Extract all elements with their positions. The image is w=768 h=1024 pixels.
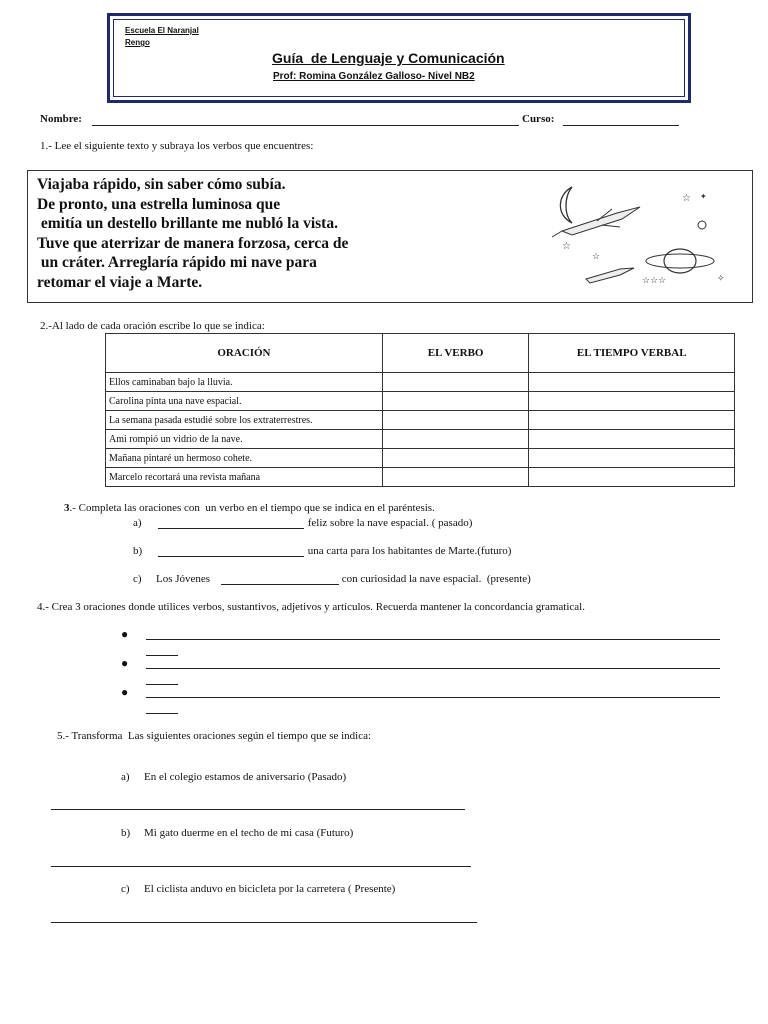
q3-text: .- Completa las oraciones con un verbo en el tiempo que se indica en el paréntesis.	[69, 502, 435, 514]
sentence-cell: Ellos caminaban bajo la lluvia.	[106, 373, 383, 392]
course-blank[interactable]	[563, 125, 679, 126]
q5-answer-line-c[interactable]	[51, 922, 477, 923]
q3-letter-a: a)	[133, 517, 142, 529]
table-row	[106, 468, 735, 487]
name-blank[interactable]	[92, 125, 519, 126]
q5-instruction: 5.- Transforma Las siguientes oraciones según el tiempo que se indica:	[57, 730, 372, 742]
school-name: Escuela El Naranjal	[125, 26, 199, 35]
q3-instruction	[64, 502, 435, 514]
svg-text:✧: ✧	[717, 273, 725, 283]
sentence-cell: Mañana pintaré un hermoso cohete.	[106, 449, 383, 468]
table-row	[106, 392, 735, 411]
q3-number: 3	[64, 502, 70, 514]
q1-instruction: 1.- Lee el siguiente texto y subraya los verbos que encuentres:	[40, 140, 314, 152]
verb-cell[interactable]	[382, 468, 529, 487]
verb-cell[interactable]	[382, 411, 529, 430]
q3-letter-c: c)	[133, 573, 142, 585]
q5-letter-c: c)	[121, 883, 130, 895]
tense-cell[interactable]	[529, 373, 735, 392]
q4-answer-line-2[interactable]	[146, 668, 720, 669]
verb-cell[interactable]	[382, 449, 529, 468]
bullet-icon: ●	[121, 685, 129, 699]
svg-text:☆: ☆	[562, 241, 571, 252]
reading-box	[27, 170, 753, 303]
header-verbo: EL VERBO	[382, 334, 529, 373]
svg-text:☆: ☆	[592, 251, 601, 261]
header-oracion: ORACIÓN	[106, 334, 383, 373]
sentence-cell: La semana pasada estudié sobre los extraterrestres.	[106, 411, 383, 430]
reading-text	[37, 175, 348, 293]
q4-answer-line-3b[interactable]	[146, 713, 178, 714]
bullet-icon: ●	[121, 627, 129, 641]
q2-instruction: 2.-Al lado de cada oración escribe lo que se indica:	[40, 320, 265, 332]
teacher-line: Prof: Romina González Galloso- Nivel NB2	[273, 71, 475, 82]
q4-answer-line-2b[interactable]	[146, 684, 178, 685]
verb-cell[interactable]	[382, 430, 529, 449]
reading-line: Tuve que aterrizar de manera forzosa, cerca de	[37, 234, 349, 252]
q3-blank-c[interactable]	[221, 584, 339, 585]
q5-answer-line-b[interactable]	[51, 866, 471, 867]
tense-cell[interactable]	[529, 468, 735, 487]
verb-cell[interactable]	[382, 392, 529, 411]
q5-text-b: Mi gato duerme en el techo de mi casa (Futuro)	[144, 827, 354, 839]
q3-text-a: feliz sobre la nave espacial. ( pasado)	[305, 517, 473, 529]
page-title: Guía de Lenguaje y Comunicación	[272, 50, 505, 66]
reading-line: Viajaba rápido, sin saber cómo subía.	[37, 176, 286, 193]
q5-letter-a: a)	[121, 771, 130, 783]
tense-cell[interactable]	[529, 449, 735, 468]
course-label: Curso:	[522, 113, 555, 125]
svg-text:☆: ☆	[682, 193, 691, 204]
svg-text:☆☆☆: ☆☆☆	[642, 275, 667, 285]
tense-cell[interactable]	[529, 392, 735, 411]
q5-text-a: En el colegio estamos de aniversario (Pasado)	[144, 771, 347, 783]
reading-line: De pronto, una estrella luminosa que	[37, 195, 281, 213]
verb-cell[interactable]	[382, 373, 529, 392]
header-tiempo: EL TIEMPO VERBAL	[529, 334, 735, 373]
q3-blank-b[interactable]	[158, 556, 304, 557]
q3-letter-b: b)	[133, 545, 143, 557]
reading-line: emitía un destello brillante me nubló la vista.	[37, 215, 338, 233]
svg-text:✦: ✦	[700, 192, 707, 201]
reading-line: retomar el viaje a Marte.	[37, 273, 203, 291]
space-sketch-image	[542, 179, 738, 297]
q5-answer-line-a[interactable]	[51, 809, 465, 810]
table-row	[106, 373, 735, 392]
table-row	[106, 449, 735, 468]
table-row	[106, 430, 735, 449]
q4-answer-line-3[interactable]	[146, 697, 720, 698]
q3-text-b: una carta para los habitantes de Marte.(futuro)	[305, 545, 512, 557]
bullet-icon: ●	[121, 656, 129, 670]
table-row	[106, 411, 735, 430]
q4-answer-line-1[interactable]	[146, 639, 720, 640]
sentence-cell: Marcelo recortará una revista mañana	[106, 468, 383, 487]
school-city: Rengo	[125, 38, 150, 47]
q3-text-c-before: Los Jóvenes	[156, 573, 213, 585]
q3-blank-a[interactable]	[158, 528, 304, 529]
name-label: Nombre:	[40, 113, 82, 125]
q4-instruction: 4.- Crea 3 oraciones donde utilices verbos, sustantivos, adjetivos y artículos. Recuerda mantener la concordancia gramatical.	[37, 601, 585, 613]
sentence-cell: Carolina pinta una nave espacial.	[106, 392, 383, 411]
sentence-cell: Ami rompió un vidrio de la nave.	[106, 430, 383, 449]
table-header-row	[106, 334, 735, 373]
reading-line: un cráter. Arreglaría rápido mi nave para	[37, 254, 317, 272]
tense-cell[interactable]	[529, 411, 735, 430]
q3-text-c-after: con curiosidad la nave espacial. (presente)	[339, 573, 531, 585]
q5-text-c: El ciclista anduvo en bicicleta por la carretera ( Presente)	[144, 883, 396, 895]
verb-table	[105, 333, 735, 487]
q4-answer-line-1b[interactable]	[146, 655, 178, 656]
tense-cell[interactable]	[529, 430, 735, 449]
q5-letter-b: b)	[121, 827, 131, 839]
